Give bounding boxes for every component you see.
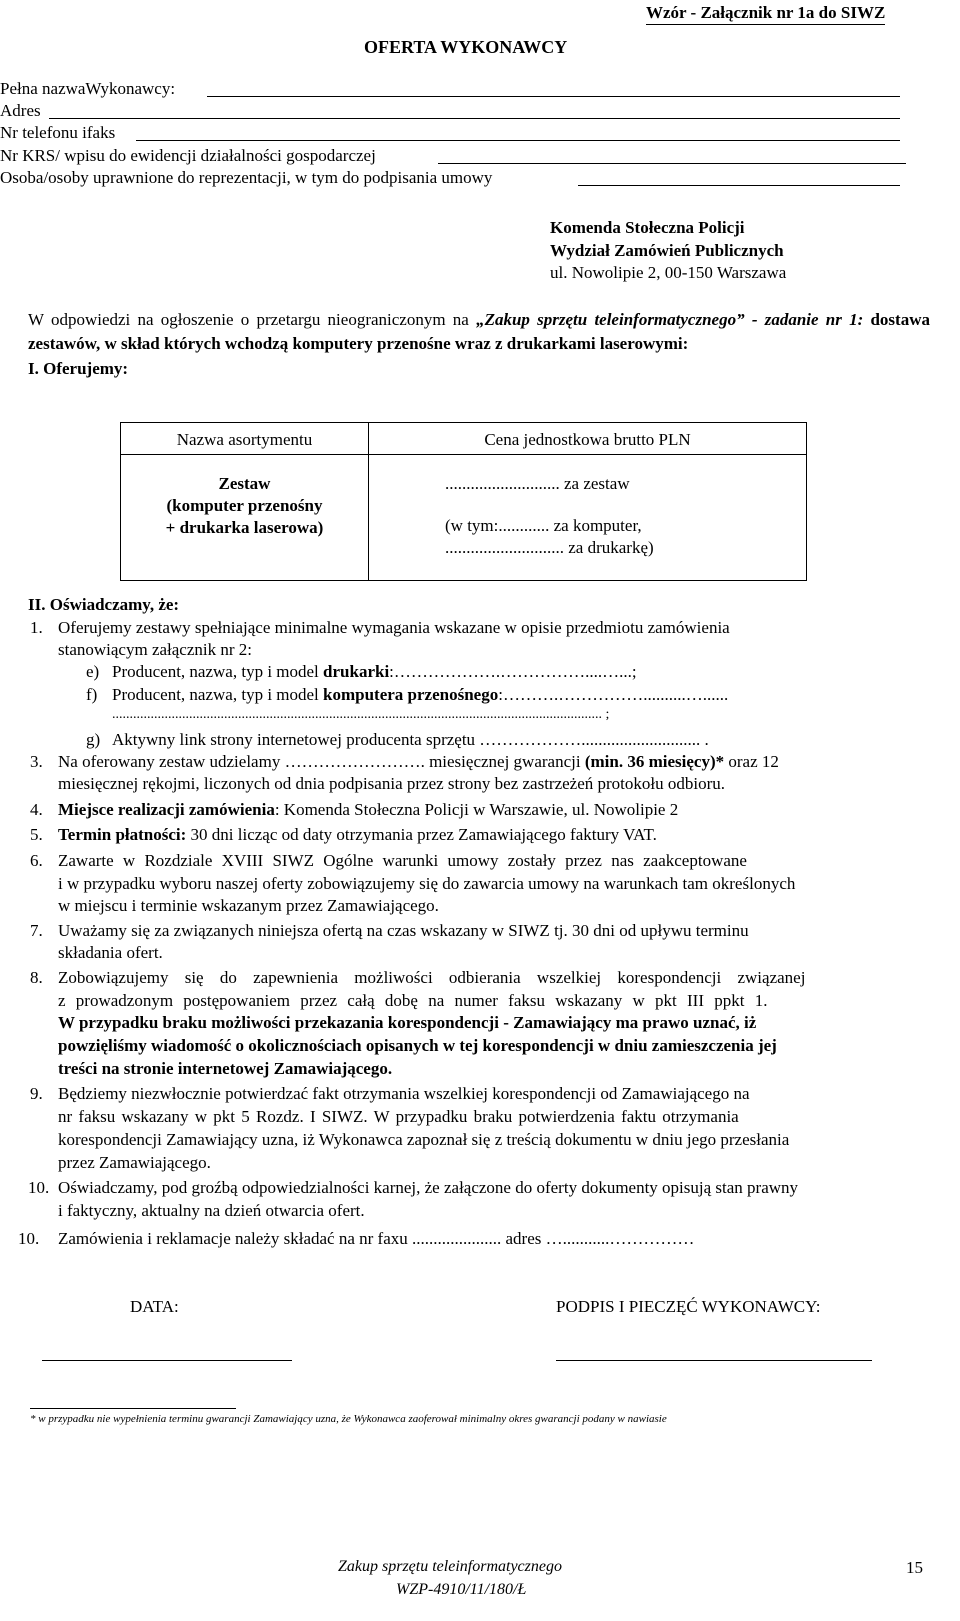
p8-number: 8. — [30, 968, 43, 987]
p5-line — [58, 824, 657, 846]
p3-text-1: Na oferowany zestaw udzielamy ……………………. miesięcznej gwarancji — [58, 752, 585, 771]
intro-subject: „Zakup sprzętu teleinformatycznego” - zadanie nr 1: — [468, 310, 864, 329]
field-full-name: Pełna nazwaWykonawcy: — [0, 79, 176, 98]
p1-e-text — [112, 661, 637, 683]
p1-f-text — [112, 684, 728, 706]
p9-line-4: przez Zamawiającego. — [58, 1153, 211, 1172]
p7-line-2: składania ofert. — [58, 943, 163, 962]
p6-line-3: w miejscu i terminie wskazanym przez Zamawiającego. — [58, 896, 439, 915]
p8-line-3: W przypadku braku możliwości przekazania korespondencji - Zamawiający ma prawo uznać, iż — [58, 1013, 757, 1032]
p9-line-1: Będziemy niezwłocznie potwierdzać fakt otrzymania wszelkiej korespondencji od Zamawiającego na — [58, 1084, 750, 1103]
field-phone-fax: Nr telefonu ifaks — [0, 123, 116, 142]
recipient-line-1: Komenda Stołeczna Policji — [550, 218, 745, 237]
p1-e-text-plain: Producent, nazwa, typ i model — [112, 662, 324, 681]
p3-number: 3. — [30, 752, 43, 771]
footnote-separator — [30, 1408, 236, 1409]
p1-e-label: e) — [86, 662, 100, 681]
p10a-number: 10. — [28, 1178, 50, 1197]
p1-f-dots: :……….……………..........…...... — [498, 685, 729, 704]
p5-label: Termin płatności: — [58, 825, 187, 844]
footer-title: Zakup sprzętu teleinformatycznego — [338, 1558, 562, 1575]
field-representatives-line — [578, 185, 900, 186]
item-line-3: + drukarka laserowa) — [165, 518, 324, 537]
p1-e-dots: :……………….……………....…...; — [389, 662, 637, 681]
table-row-price — [369, 455, 807, 581]
field-krs-line — [438, 163, 906, 164]
p9-number: 9. — [30, 1084, 43, 1103]
p3-text-2: oraz 12 — [724, 752, 779, 771]
p3-line-2: miesięcznej rękojmi, liczonych od dnia podpisania przez strony bez zastrzeżeń protokołu odbioru. — [58, 774, 726, 793]
field-representatives: Osoba/osoby uprawnione do reprezentacji, w tym do podpisania umowy — [0, 168, 493, 187]
field-krs: Nr KRS/ wpisu do ewidencji działalności gospodarczej — [0, 146, 376, 165]
p5-text: 30 dni licząc od daty otrzymania przez Zamawiającego faktury VAT. — [186, 825, 657, 844]
p6-line-1: Zawarte w Rozdziale XVIII SIWZ Ogólne warunki umowy zostały przez nas zaakceptowane — [58, 851, 747, 870]
p1-f-continuation: ............................................................................................................................................ ; — [112, 707, 610, 722]
signature-label: PODPIS I PIECZĘĆ WYKONAWCY: — [556, 1297, 821, 1316]
p7-number: 7. — [30, 921, 43, 940]
offer-table — [120, 422, 807, 581]
date-line — [42, 1360, 292, 1361]
p4-label: Miejsce realizacji zamówienia — [58, 800, 275, 819]
footer-reference: WZP-4910/11/180/Ł — [396, 1581, 527, 1598]
p9-line-3: korespondencji Zamawiający uzna, iż Wykonawca zapoznał się z treścią dokumentu w dniu jego przesłania — [58, 1130, 790, 1149]
section-2-heading: II. Oświadczamy, że: — [28, 595, 180, 614]
section-1-heading: I. Oferujemy: — [28, 359, 129, 378]
intro-task: dostawa zestawów, w skład których wchodzą komputery przenośne wraz z drukarkami laserowymi: — [28, 310, 930, 353]
intro-prefix: W odpowiedzi na ogłoszenie o przetargu nieograniczonym na — [28, 310, 469, 329]
p4-text: : Komenda Stołeczna Policji w Warszawie, ul. Nowolipie 2 — [274, 800, 679, 819]
price-line-3: ............................ za drukarkę) — [445, 538, 654, 557]
p1-g-text: Aktywny link strony internetowej producenta sprzętu ………………............................ . — [112, 730, 709, 749]
p4-number: 4. — [30, 800, 43, 819]
p1-f-bold: komputera przenośnego — [323, 685, 499, 704]
recipient-line-2: Wydział Zamówień Publicznych — [550, 241, 784, 260]
field-full-name-line — [207, 96, 900, 97]
p1-f-text-plain: Producent, nazwa, typ i model — [112, 685, 324, 704]
p6-number: 6. — [30, 851, 43, 870]
item-line-1: Zestaw — [218, 474, 271, 493]
p9-line-2: nr faksu wskazany w pkt 5 Rozdz. I SIWZ. W przypadku braku potwierdzenia faktu otrzymania — [58, 1107, 739, 1126]
price-line-1: ........................... za zestaw — [445, 474, 630, 493]
p10b-number: 10. — [18, 1229, 40, 1248]
date-label: DATA: — [130, 1297, 179, 1316]
p4-line — [58, 799, 678, 821]
p8-line-4: powzięliśmy wiadomość o okolicznościach opisanych w tej korespondencji w dniu zamieszczenia jej — [58, 1036, 777, 1055]
field-phone-fax-line — [136, 140, 900, 141]
col-header-name: Nazwa asortymentu — [121, 423, 369, 455]
p7-line-1: Uważamy się za związanych niniejsza ofertą na czas wskazany w SIWZ tj. 30 dni od upływu terminu — [58, 921, 749, 940]
col-header-price: Cena jednostkowa brutto PLN — [369, 423, 807, 455]
signature-line — [556, 1360, 872, 1361]
footnote: * w przypadku nie wypełnienia terminu gwarancji Zamawiający uzna, że Wykonawca zaoferował minimalny okres gwarancji podany w nawiasie — [30, 1413, 667, 1425]
p8-line-2: z prowadzonym postępowaniem przez całą dobę na numer faksu wskazany w pkt III ppkt 1. — [58, 991, 768, 1010]
field-address: Adres — [0, 101, 41, 120]
p1-line-2: stanowiącym załącznik nr 2: — [58, 640, 253, 659]
p8-line-1: Zobowiązujemy się do zapewnienia możliwości odbierania wszelkiej korespondencji związanej — [58, 968, 806, 987]
p1-number: 1. — [30, 618, 43, 637]
p5-number: 5. — [30, 825, 43, 844]
page-title: OFERTA WYKONAWCY — [364, 37, 568, 57]
p1-line-1: Oferujemy zestawy spełniające minimalne wymagania wskazane w opisie przedmiotu zamówienia — [58, 618, 730, 637]
page-number: 15 — [906, 1558, 923, 1577]
p1-f-label: f) — [86, 685, 98, 704]
annex-label: Wzór - Załącznik nr 1a do SIWZ — [646, 2, 885, 25]
p8-line-5: treści na stronie internetowej Zamawiającego. — [58, 1059, 393, 1078]
price-line-2: (w tym:............ za komputer, — [445, 516, 642, 535]
field-address-line — [49, 118, 900, 119]
p1-e-bold: drukarki — [323, 662, 390, 681]
p3-line-1 — [58, 751, 779, 773]
p10a-line-1: Oświadczamy, pod groźbą odpowiedzialności karnej, że załączone do oferty dokumenty opisują stan prawny — [58, 1178, 799, 1197]
recipient-line-3: ul. Nowolipie 2, 00-150 Warszawa — [550, 263, 787, 282]
p10b-line: Zamówienia i reklamacje należy składać na nr faxu ..................... adres …...........…………… — [58, 1229, 695, 1248]
item-line-2: (komputer przenośny — [166, 496, 323, 515]
intro-paragraph — [28, 308, 930, 356]
p10a-line-2: i faktyczny, aktualny na dzień otwarcia ofert. — [58, 1201, 365, 1220]
p6-line-2: i w przypadku wyboru naszej oferty zobowiązujemy się do zawarcia umowy na warunkach tam określonych — [58, 874, 796, 893]
p3-bold: (min. 36 miesięcy)* — [584, 752, 725, 771]
p1-g-label: g) — [86, 730, 101, 749]
table-row-item — [121, 455, 369, 581]
